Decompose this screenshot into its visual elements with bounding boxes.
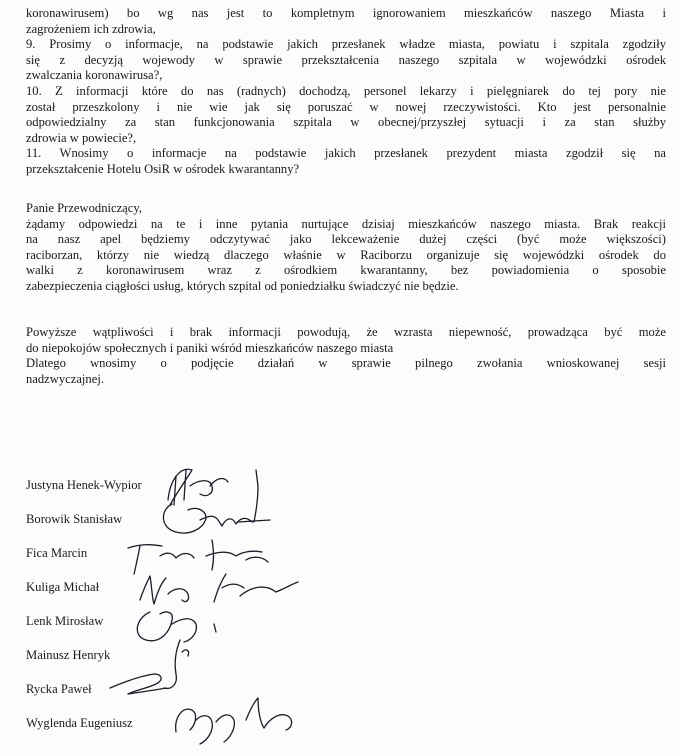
signatory-name: Fica Marcin: [26, 546, 88, 560]
text-line: zabezpieczenia ciągłości usług, których szpital od poniedziałku świadczyć nie będzie.: [26, 278, 459, 293]
signatory-name: Borowik Stanisław: [26, 512, 123, 526]
text-line: zagrożeniem ich zdrowia,: [26, 21, 156, 36]
text-line: 9. Prosimy o informacje, na podstawie jakich przesłanek władze miasta, powiatu i szpitala zgodziły: [26, 37, 666, 52]
text-line: 11. Wnosimy o informacje na podstawie jakich przesłanek prezydent miasta zgodził się na: [26, 146, 666, 161]
text-line: nadzwyczajnej.: [26, 371, 104, 386]
text-line: przekształcenie Hotelu OsiR w ośrodek kwarantanny?: [26, 161, 300, 176]
signatory-name: Justyna Henek-Wypior: [26, 478, 142, 492]
signatory-name: Lenk Mirosław: [26, 614, 104, 628]
text-line: odpowiedzialny za stan funkcjonowania szpitala w obecnej/przyszłej sytuacji i za stan służby: [26, 115, 666, 130]
signatory-name: Mainusz Henryk: [26, 648, 111, 662]
salutation: Panie Przewodniczący,: [26, 201, 142, 215]
text-line: raciborzan, którzy nie wiedzą dlaczego właśnie w Raciborzu organizuje się wojewódzki ośrodek do: [26, 247, 666, 262]
text-line: koronawirusem) bo wg nas jest to kompletnym ignorowaniem mieszkańców naszego Miasta i: [26, 6, 666, 20]
text-line: został przeszkolony i nie wie jak się poruszać w nowej rzeczywistości. Kto jest personalnie: [26, 99, 666, 114]
signature-2: [163, 470, 270, 533]
text-line: na nasz apel będziemy odczytywać jako lekceważenie dużej części (być może większości): [26, 232, 666, 247]
signature-3: [128, 540, 268, 574]
text-line: do niepokojów społecznych i paniki wśród mieszkańców naszego miasta: [26, 340, 394, 355]
text-line: 10. Z informacji które do nas (radnych) dochodzą, personel lekarzy i pielęgniarek do tej pory nie: [26, 83, 666, 98]
signature-4: [140, 574, 298, 604]
text-line: walki z koronawirusem wraz z ośrodkiem kwarantanny, bez powiadomienia o sposobie: [26, 263, 666, 278]
text-line: Powyższe wątpliwości i brak informacji powodują, że wzrasta niepewność, prowadząca być może: [26, 325, 666, 339]
closing-block: [26, 325, 666, 387]
address-block: [26, 201, 666, 295]
signature-7: [110, 674, 166, 694]
text-line: zdrowia w powiecie?,: [26, 130, 137, 145]
signature-1: [168, 469, 228, 505]
text-line: zwalczania koronawirusa?,: [26, 68, 163, 83]
text-line: się z decyzją wojewody w sprawie przekształcenia naszego szpitala w wojewódzki ośrodek: [26, 52, 666, 67]
signature-5: [137, 612, 216, 642]
signatory-name: Kuliga Michał: [26, 580, 100, 594]
text-line: żądamy odpowiedzi na te i inne pytania nurtujące dzisiaj mieszkańców naszego miasta. Brak reakcji: [26, 216, 666, 231]
questions-block: [26, 6, 666, 178]
signatory-name: Rycka Paweł: [26, 682, 92, 696]
signature-6: [164, 640, 189, 688]
signature-8: [176, 698, 292, 744]
signatory-name: Wyglenda Eugeniusz: [26, 716, 133, 730]
text-line: Dlatego wnosimy o podjęcie działań w sprawie pilnego zwołania wnioskowanej sesji: [26, 356, 666, 371]
